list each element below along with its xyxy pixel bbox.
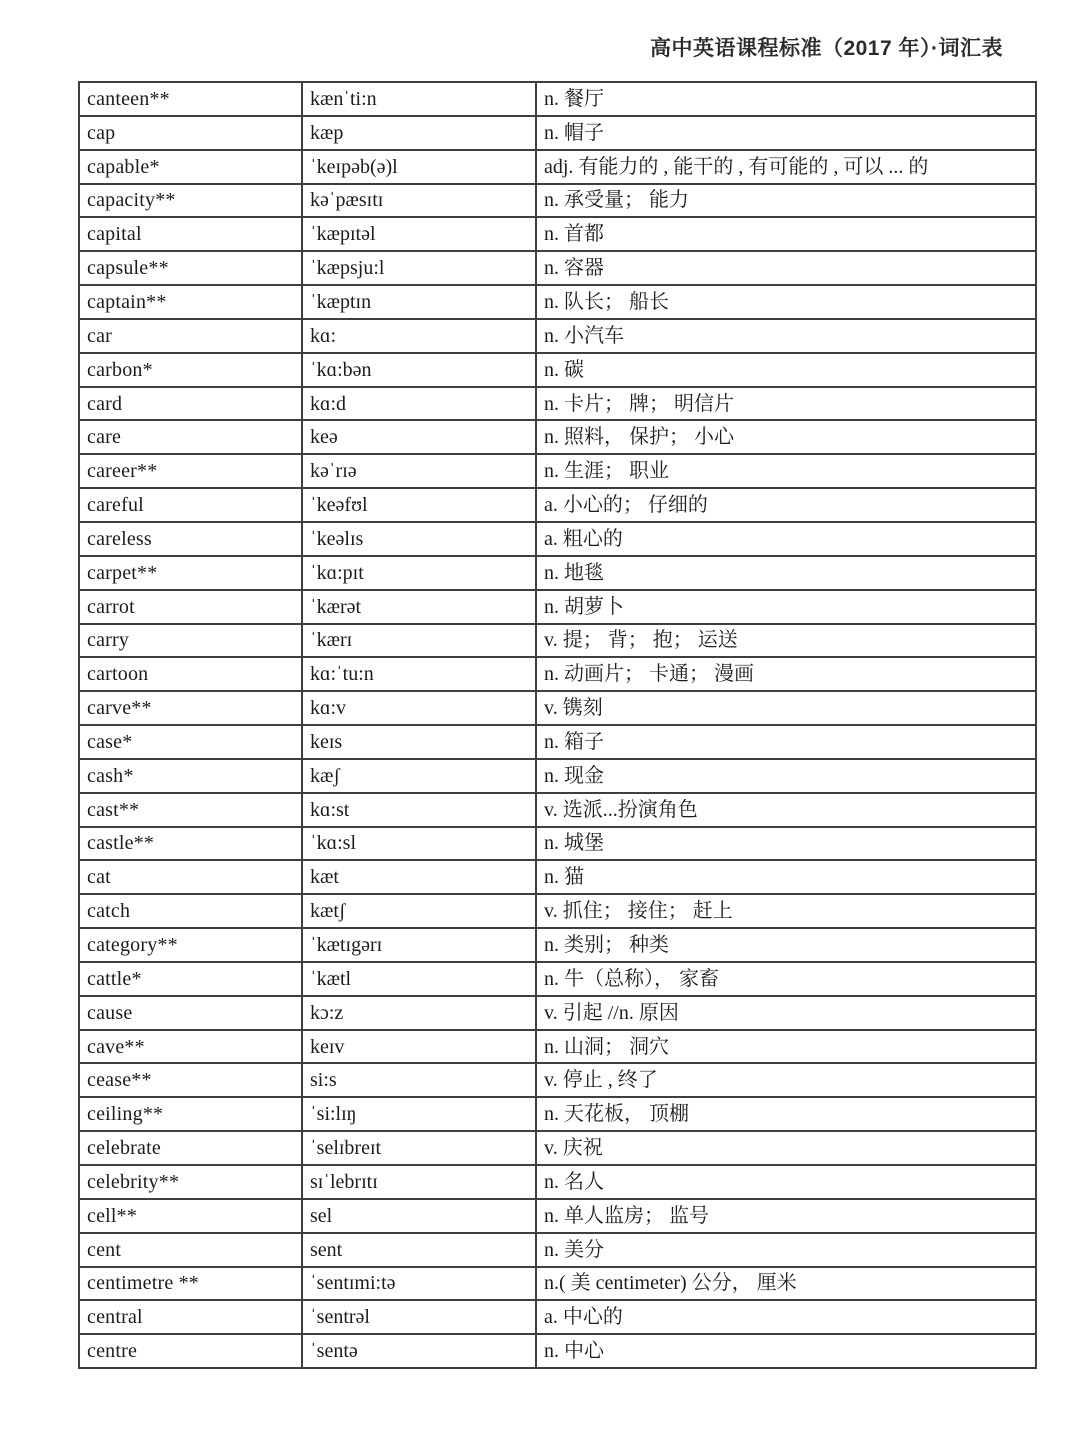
table-row: [79, 556, 1036, 590]
word-cell: centimetre **: [79, 1267, 302, 1301]
word-cell: care: [79, 420, 302, 454]
table-row: [79, 1334, 1036, 1368]
ipa-cell: keɪs: [302, 725, 536, 759]
table-row: [79, 894, 1036, 928]
definition-cell: a. 中心的: [536, 1300, 1036, 1334]
ipa-cell: ˈkɑ:bən: [302, 353, 536, 387]
ipa-cell: kæʃ: [302, 759, 536, 793]
ipa-cell: ˈkætl: [302, 962, 536, 996]
ipa-cell: ˈsentɪmi:tə: [302, 1267, 536, 1301]
ipa-cell: ˈkɑ:pɪt: [302, 556, 536, 590]
definition-cell: n. 天花板， 顶棚: [536, 1097, 1036, 1131]
ipa-cell: si:s: [302, 1063, 536, 1097]
word-cell: capable*: [79, 150, 302, 184]
ipa-cell: kætʃ: [302, 894, 536, 928]
definition-cell: n. 承受量； 能力: [536, 184, 1036, 218]
ipa-cell: sɪˈlebrɪtɪ: [302, 1165, 536, 1199]
ipa-cell: kəˈpæsɪtɪ: [302, 184, 536, 218]
ipa-cell: ˈkæpsju:l: [302, 251, 536, 285]
table-row: [79, 759, 1036, 793]
table-row: [79, 657, 1036, 691]
word-cell: carpet**: [79, 556, 302, 590]
definition-cell: a. 小心的； 仔细的: [536, 488, 1036, 522]
ipa-cell: ˈkærɪ: [302, 624, 536, 658]
ipa-cell: ˈselɪbreɪt: [302, 1131, 536, 1165]
definition-cell: v. 引起 //n. 原因: [536, 996, 1036, 1030]
vocab-table: [78, 81, 1037, 1369]
word-cell: castle**: [79, 827, 302, 861]
ipa-cell: kænˈti:n: [302, 82, 536, 116]
ipa-cell: ˈkeəlɪs: [302, 522, 536, 556]
definition-cell: n. 照料， 保护； 小心: [536, 420, 1036, 454]
word-cell: cave**: [79, 1030, 302, 1064]
table-row: [79, 150, 1036, 184]
word-cell: career**: [79, 454, 302, 488]
word-cell: capsule**: [79, 251, 302, 285]
definition-cell: v. 抓住； 接住； 赶上: [536, 894, 1036, 928]
vocab-table-body: [79, 82, 1036, 1368]
table-row: [79, 1233, 1036, 1267]
word-cell: cattle*: [79, 962, 302, 996]
definition-cell: adj. 有能力的 , 能干的 , 有可能的 , 可以 ... 的: [536, 150, 1036, 184]
word-cell: celebrity**: [79, 1165, 302, 1199]
ipa-cell: kɔ:z: [302, 996, 536, 1030]
word-cell: central: [79, 1300, 302, 1334]
ipa-cell: ˈkɑ:sl: [302, 827, 536, 861]
table-row: [79, 1300, 1036, 1334]
table-row: [79, 184, 1036, 218]
definition-cell: n. 现金: [536, 759, 1036, 793]
word-cell: category**: [79, 928, 302, 962]
word-cell: cause: [79, 996, 302, 1030]
definition-cell: n. 山洞； 洞穴: [536, 1030, 1036, 1064]
definition-cell: n. 餐厅: [536, 82, 1036, 116]
ipa-cell: ˈsentə: [302, 1334, 536, 1368]
definition-cell: n. 动画片； 卡通； 漫画: [536, 657, 1036, 691]
ipa-cell: kɑ:v: [302, 691, 536, 725]
table-row: [79, 996, 1036, 1030]
table-row: [79, 793, 1036, 827]
ipa-cell: ˈkætɪgərɪ: [302, 928, 536, 962]
word-cell: cent: [79, 1233, 302, 1267]
definition-cell: v. 选派...扮演角色: [536, 793, 1036, 827]
definition-cell: n. 碳: [536, 353, 1036, 387]
ipa-cell: ˈkeɪpəb(ə)l: [302, 150, 536, 184]
ipa-cell: kɑ:ˈtu:n: [302, 657, 536, 691]
ipa-cell: keə: [302, 420, 536, 454]
word-cell: carrot: [79, 590, 302, 624]
definition-cell: a. 粗心的: [536, 522, 1036, 556]
word-cell: cash*: [79, 759, 302, 793]
table-row: [79, 319, 1036, 353]
ipa-cell: ˈsi:lɪŋ: [302, 1097, 536, 1131]
table-row: [79, 116, 1036, 150]
ipa-cell: kæp: [302, 116, 536, 150]
word-cell: canteen**: [79, 82, 302, 116]
ipa-cell: kɑ:: [302, 319, 536, 353]
table-row: [79, 1165, 1036, 1199]
definition-cell: n. 箱子: [536, 725, 1036, 759]
table-row: [79, 1097, 1036, 1131]
definition-cell: n. 队长； 船长: [536, 285, 1036, 319]
definition-cell: v. 提； 背； 抱； 运送: [536, 624, 1036, 658]
table-row: [79, 82, 1036, 116]
definition-cell: n. 生涯； 职业: [536, 454, 1036, 488]
definition-cell: v. 庆祝: [536, 1131, 1036, 1165]
word-cell: capacity**: [79, 184, 302, 218]
table-row: [79, 590, 1036, 624]
word-cell: careful: [79, 488, 302, 522]
table-row: [79, 454, 1036, 488]
ipa-cell: ˈsentrəl: [302, 1300, 536, 1334]
definition-cell: n. 单人监房； 监号: [536, 1199, 1036, 1233]
definition-cell: n. 容器: [536, 251, 1036, 285]
definition-cell: n. 小汽车: [536, 319, 1036, 353]
ipa-cell: ˈkæptɪn: [302, 285, 536, 319]
word-cell: careless: [79, 522, 302, 556]
table-row: [79, 285, 1036, 319]
table-row: [79, 827, 1036, 861]
word-cell: car: [79, 319, 302, 353]
definition-cell: n. 牛（总称）， 家畜: [536, 962, 1036, 996]
word-cell: centre: [79, 1334, 302, 1368]
table-row: [79, 1131, 1036, 1165]
table-row: [79, 420, 1036, 454]
word-cell: cast**: [79, 793, 302, 827]
definition-cell: n. 帽子: [536, 116, 1036, 150]
word-cell: ceiling**: [79, 1097, 302, 1131]
table-row: [79, 488, 1036, 522]
page-title: 高中英语课程标准（2017 年）·词汇表: [649, 37, 1003, 60]
definition-cell: n. 名人: [536, 1165, 1036, 1199]
ipa-cell: kæt: [302, 860, 536, 894]
word-cell: capital: [79, 217, 302, 251]
table-row: [79, 1030, 1036, 1064]
definition-cell: n. 类别； 种类: [536, 928, 1036, 962]
definition-cell: n. 胡萝卜: [536, 590, 1036, 624]
table-row: [79, 353, 1036, 387]
table-row: [79, 725, 1036, 759]
word-cell: cat: [79, 860, 302, 894]
table-row: [79, 928, 1036, 962]
definition-cell: v. 镌刻: [536, 691, 1036, 725]
ipa-cell: kɑ:d: [302, 387, 536, 421]
table-row: [79, 1199, 1036, 1233]
definition-cell: n. 首都: [536, 217, 1036, 251]
ipa-cell: ˈkeəfʊl: [302, 488, 536, 522]
word-cell: cell**: [79, 1199, 302, 1233]
definition-cell: n. 地毯: [536, 556, 1036, 590]
definition-cell: n. 中心: [536, 1334, 1036, 1368]
table-row: [79, 387, 1036, 421]
definition-cell: n. 美分: [536, 1233, 1036, 1267]
definition-cell: n. 猫: [536, 860, 1036, 894]
word-cell: captain**: [79, 285, 302, 319]
word-cell: carry: [79, 624, 302, 658]
ipa-cell: ˈkærət: [302, 590, 536, 624]
word-cell: catch: [79, 894, 302, 928]
table-row: [79, 691, 1036, 725]
word-cell: case*: [79, 725, 302, 759]
definition-cell: n. 城堡: [536, 827, 1036, 861]
definition-cell: n.( 美 centimeter) 公分， 厘米: [536, 1267, 1036, 1301]
ipa-cell: sent: [302, 1233, 536, 1267]
ipa-cell: keɪv: [302, 1030, 536, 1064]
table-row: [79, 860, 1036, 894]
table-row: [79, 624, 1036, 658]
word-cell: cartoon: [79, 657, 302, 691]
table-row: [79, 251, 1036, 285]
ipa-cell: ˈkæpɪtəl: [302, 217, 536, 251]
definition-cell: n. 卡片； 牌； 明信片: [536, 387, 1036, 421]
word-cell: cease**: [79, 1063, 302, 1097]
word-cell: card: [79, 387, 302, 421]
word-cell: carve**: [79, 691, 302, 725]
word-cell: carbon*: [79, 353, 302, 387]
table-row: [79, 1063, 1036, 1097]
definition-cell: v. 停止 , 终了: [536, 1063, 1036, 1097]
word-cell: cap: [79, 116, 302, 150]
ipa-cell: kɑ:st: [302, 793, 536, 827]
table-row: [79, 522, 1036, 556]
table-row: [79, 217, 1036, 251]
ipa-cell: kəˈrɪə: [302, 454, 536, 488]
ipa-cell: sel: [302, 1199, 536, 1233]
table-row: [79, 1267, 1036, 1301]
word-cell: celebrate: [79, 1131, 302, 1165]
table-row: [79, 962, 1036, 996]
